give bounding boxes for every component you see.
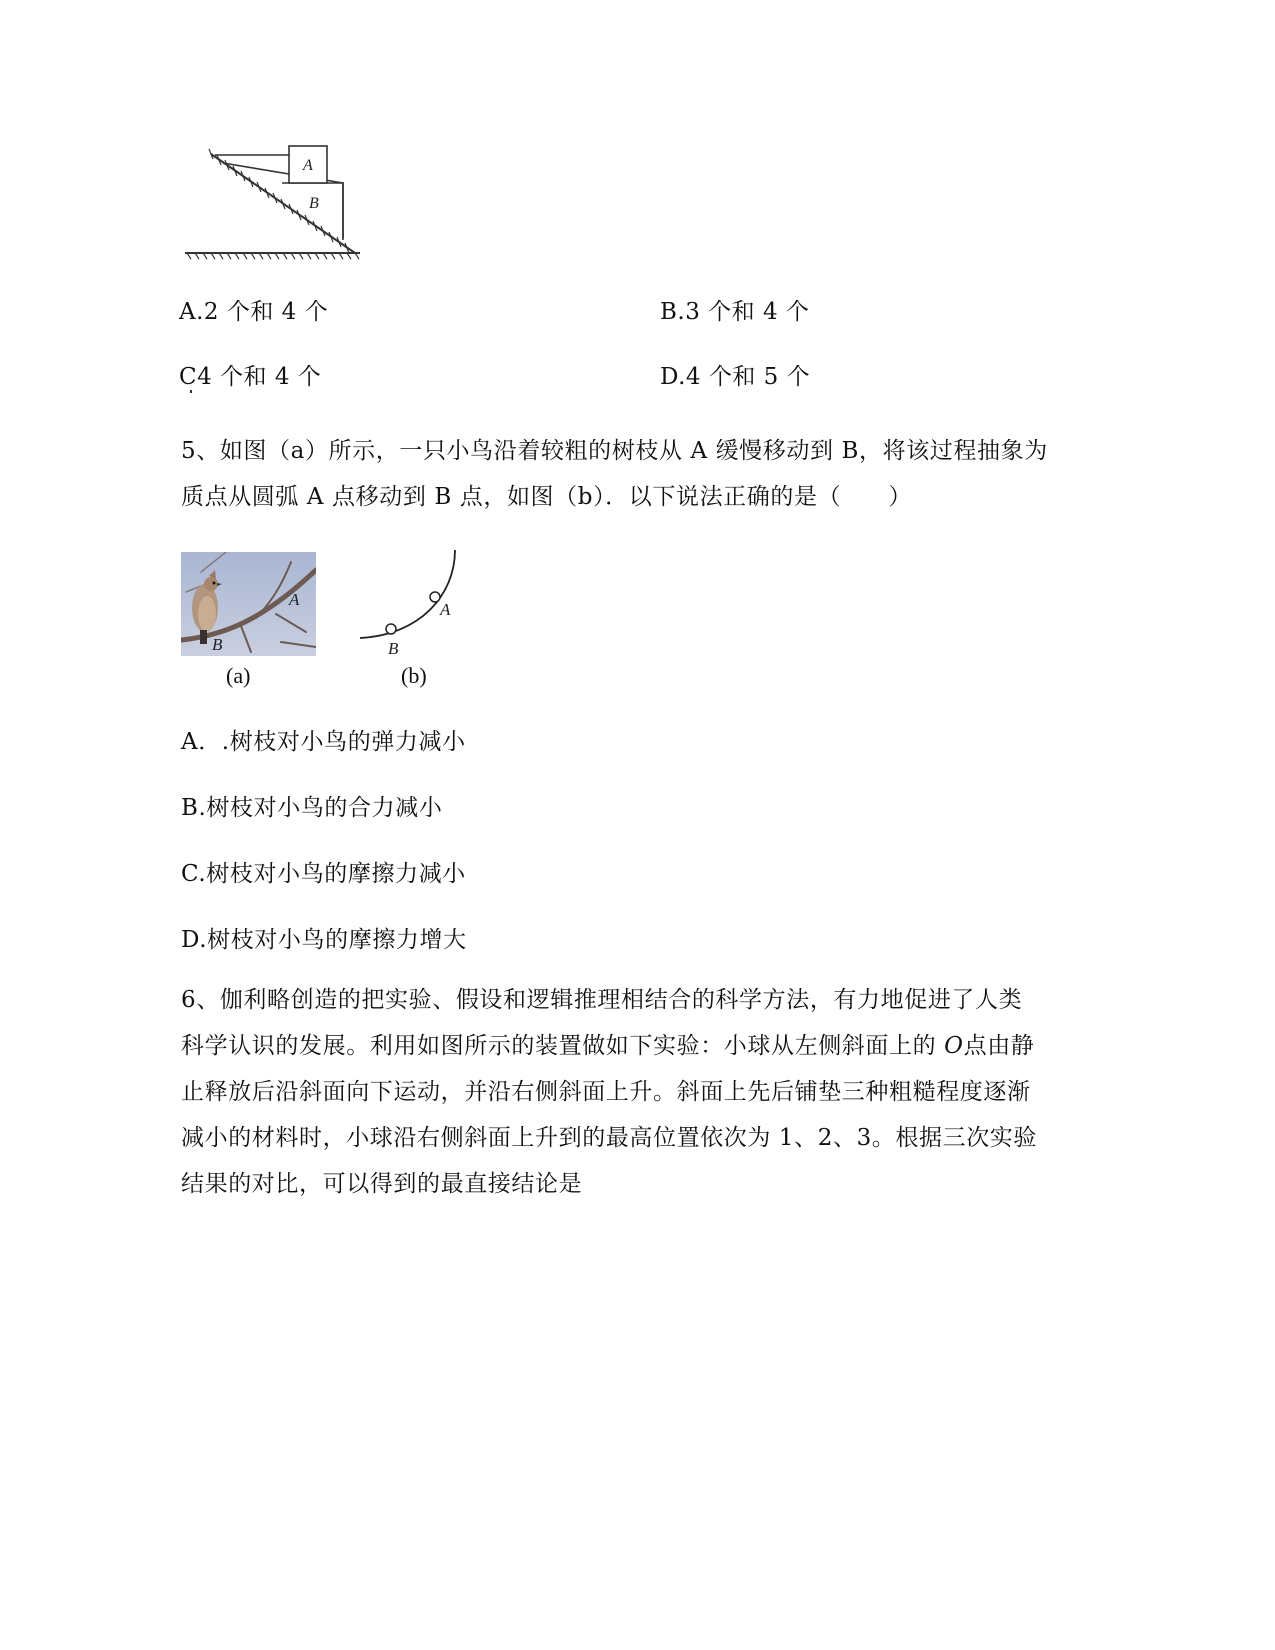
q5-option-a[interactable]: A．.树枝对小鸟的弹力减小 [181,729,466,755]
figure-a-caption: (a) [226,663,251,688]
arc-label-a: A [440,600,451,619]
q6-stem-line-1: 6、伽利略创造的把实验、假设和逻辑推理相结合的科学方法，有力地促进了人类 [181,987,1023,1013]
q6-stem [181,977,1051,1207]
q6-stem-line-5: 结果的对比，可以得到的最直接结论是 [181,1171,583,1197]
q6-line-2-text-a: 科学认识的发展。利用如图所示的装置做如下实验：小球从左侧斜面上的 [181,1033,945,1059]
q5-option-d[interactable]: D.树枝对小鸟的摩擦力增大 [181,927,467,953]
q5-option-c[interactable]: C.树枝对小鸟的摩擦力减小 [181,861,466,887]
q6-stem-line-4: 减小的材料时，小球沿右侧斜面上升到的最高位置依次为 1、2、3。根据三次实验 [181,1125,1038,1151]
q4-option-a[interactable]: A.2 个和 4 个 [179,299,329,325]
q5-stem [181,428,1051,520]
incline-blocks-figure [185,145,365,260]
arc-figure [360,550,465,660]
figure-b-caption: (b) [401,663,427,688]
point-b-marker [386,624,396,634]
q5-stem-line-1: 5、如图（a）所示，一只小鸟沿着较粗的树枝从 A 缓慢移动到 B，将该过程抽象为 [181,438,1048,464]
point-o-label: O [944,1033,964,1059]
stray-mark [190,390,192,393]
photo-label-a: A [289,590,300,609]
q4-option-d[interactable]: D.4 个和 5 个 [660,364,811,390]
point-a-marker [430,592,440,602]
q6-stem-line-2 [181,1023,1051,1069]
q4-option-c[interactable]: C4 个和 4 个 [179,364,322,390]
block-b-label: B [309,195,319,212]
q4-option-b[interactable]: B.3 个和 4 个 [660,299,810,325]
arc-label-b: B [388,639,399,658]
q6-line-2-text-b: 点由静 [963,1033,1035,1059]
q6-stem-line-3: 止释放后沿斜面向下运动，并沿右侧斜面上升。斜面上先后铺垫三种粗糙程度逐渐 [181,1079,1031,1105]
q5-option-b[interactable]: B.树枝对小鸟的合力减小 [181,795,443,821]
photo-label-b: B [212,635,223,654]
block-a-label: A [303,157,313,174]
q5-stem-line-2: 质点从圆弧 A 点移动到 B 点，如图（b）．以下说法正确的是（ ） [181,484,912,510]
bird-photo-figure [181,552,316,656]
